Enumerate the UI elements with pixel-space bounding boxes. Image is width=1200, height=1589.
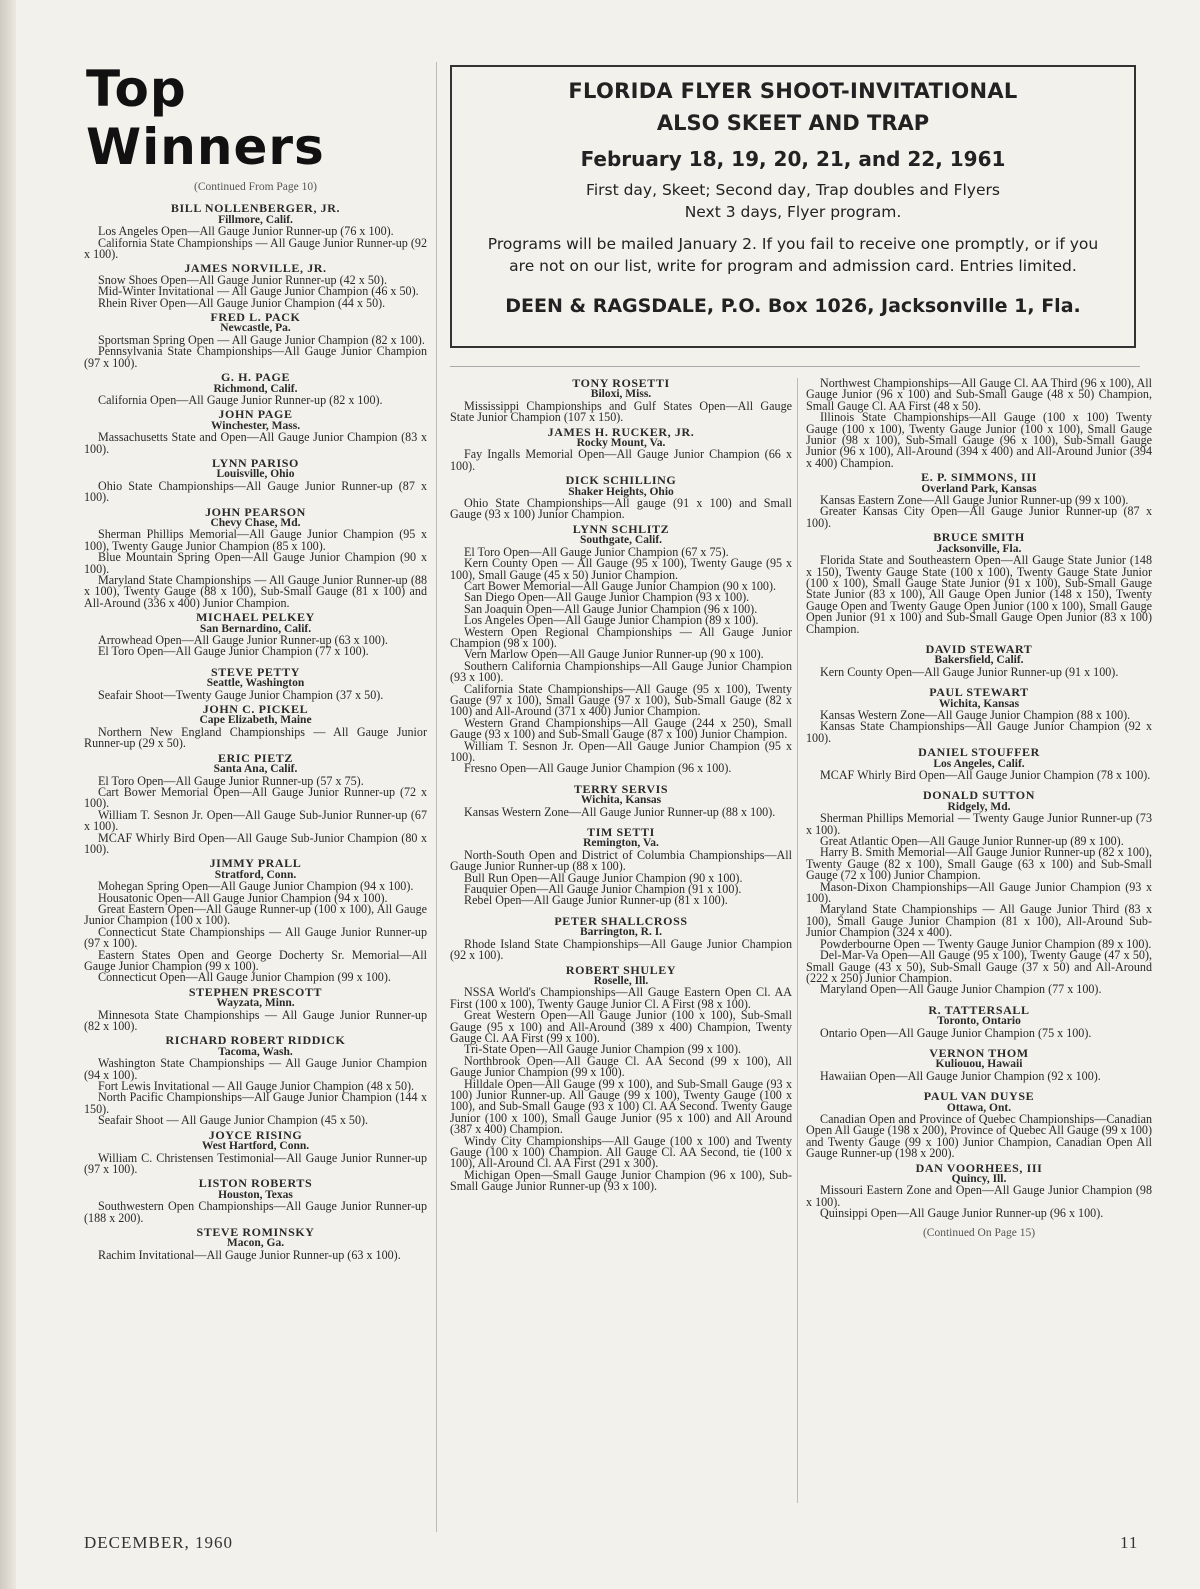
winner-entry xyxy=(450,378,792,424)
winner-name: STEVE PETTY xyxy=(211,664,300,679)
winner-name: PAUL STEWART xyxy=(929,685,1029,700)
winner-location: Winchester, Mass. xyxy=(210,419,301,432)
winner-result: Great Eastern Open—All Gauge Runner-up (100 x 100), All Gauge Junior Champion (100 x 100). xyxy=(84,901,427,928)
winner-entry xyxy=(806,747,1152,781)
winner-location: West Hartford, Conn. xyxy=(201,1140,310,1153)
winner-location: Tacoma, Wash. xyxy=(218,1045,293,1058)
winner-result: California Open—All Gauge Junior Runner-up (82 x 100). xyxy=(98,392,383,407)
winner-result: Hawaiian Open—All Gauge Junior Champion (92 x 100). xyxy=(820,1068,1101,1083)
continued-on-note: (Continued On Page 15) xyxy=(922,1226,1036,1239)
winner-result: Northern New England Championships — All Gauge Junior Runner-up (29 x 50). xyxy=(84,724,427,751)
winner-result: El Toro Open—All Gauge Junior Champion (77 x 100). xyxy=(98,644,369,659)
winner-location: Los Angeles, Calif. xyxy=(933,757,1025,770)
column-right xyxy=(806,378,1152,1249)
winner-location: Roselle, Ill. xyxy=(593,974,649,987)
winner-entry xyxy=(84,1224,427,1262)
winner-result: Fresno Open—All Gauge Junior Champion (96 x 100). xyxy=(464,761,732,776)
winner-location: Ottawa, Ont. xyxy=(946,1101,1012,1114)
winner-entry xyxy=(84,1127,427,1176)
winner-location: Wichita, Kansas xyxy=(580,794,662,807)
winner-name: VERNON THOM xyxy=(929,1045,1029,1060)
winner-location: Biloxi, Miss. xyxy=(590,388,652,401)
winner-name: PAUL VAN DUYSE xyxy=(923,1089,1035,1104)
winner-result: Windy City Championships—All Gauge (100 x 100) and Twenty Gauge (100 x 100) Champion. All Gauge Cl. AA Second, tie (100 x 100), All-Around Cl. AA First (291 x 300). xyxy=(450,1133,792,1171)
winner-result: Kern County Open—All Gauge Junior Runner-up (91 x 100). xyxy=(820,664,1119,679)
continued-from-note: (Continued From Page 10) xyxy=(194,181,317,193)
page-binding-edge xyxy=(0,0,16,1589)
winner-result: Washington State Championships — All Gauge Junior Champion (94 x 100). xyxy=(84,1056,427,1082)
section-divider xyxy=(450,366,1140,367)
winner-name: JIMMY PRALL xyxy=(209,856,302,871)
winner-result: Housatonic Open—All Gauge Junior Champion (94 x 100). xyxy=(98,890,388,905)
winner-location: Wichita, Kansas xyxy=(938,697,1020,710)
winner-entry xyxy=(84,455,427,505)
winner-entry xyxy=(84,409,427,455)
winner-result: William T. Sesnon Jr. Open—All Gauge Sub-Junior Runner-up (67 x 100). xyxy=(84,807,427,834)
winner-name: DAVID STEWART xyxy=(925,641,1033,656)
winner-result: Ohio State Championships—All gauge (91 x 100) and Small Gauge (93 x 100) Junior Champion. xyxy=(450,496,792,522)
winner-entry xyxy=(450,424,792,473)
winner-result: Powderbourne Open — Twenty Gauge Junior Champion (89 x 100). xyxy=(820,936,1152,951)
winner-entry xyxy=(450,781,792,819)
winner-entry xyxy=(84,1035,427,1126)
winner-name: MICHAEL PELKEY xyxy=(196,610,315,625)
winner-result: Los Angeles Open—All Gauge Junior Runner-up (76 x 100). xyxy=(98,224,394,239)
winner-name: BRUCE SMITH xyxy=(933,530,1025,545)
winner-location: Jacksonville, Fla. xyxy=(936,542,1022,555)
winner-location: Houston, Texas xyxy=(218,1188,293,1201)
ad-headline: FLORIDA FLYER SHOOT-INVITATIONAL xyxy=(568,79,1018,103)
ad-schedule xyxy=(452,179,1134,223)
winner-result: Canadian Open and Province of Quebec Championships—Canadian Open All Gauge (198 x 200), Province of Quebec All Gauge (99 x 100) and Twenty Gauge (99 x 100) Junior Champion, Canadian Open All Gauge Runner-up (198 x 200). xyxy=(806,1111,1152,1161)
winner-entry xyxy=(450,521,792,776)
winner-result: Cart Bower Memorial—All Gauge Junior Champion (90 x 100). xyxy=(464,578,777,593)
winner-entry xyxy=(84,750,427,856)
winner-result: Fay Ingalls Memorial Open—All Gauge Junior Champion (66 x 100). xyxy=(450,447,792,473)
winner-result: Sportsman Spring Open — All Gauge Junior Champion (82 x 100). xyxy=(98,332,425,347)
winner-result: Mohegan Spring Open—All Gauge Junior Champion (94 x 100). xyxy=(98,879,414,894)
winner-result: Northbrook Open—All Gauge Cl. AA Second (99 x 100), All Gauge Junior Champion (99 x 100). xyxy=(450,1053,792,1080)
ad-note: Programs will be mailed January 2. If you fail to receive one promptly, or if you are not on our list, write for program and admission card. Entries limited. xyxy=(487,235,1099,275)
winner-result: Mid-Winter Invitational — All Gauge Junior Champion (46 x 50). xyxy=(98,284,419,299)
winner-result: William T. Sesnon Jr. Open—All Gauge Junior Champion (95 x 100). xyxy=(450,738,792,764)
winner-name: DANIEL STOUFFER xyxy=(918,745,1040,760)
winner-location: Toronto, Ontario xyxy=(937,1015,1021,1028)
winner-result: Great Atlantic Open—All Gauge Junior Runner-up (89 x 100). xyxy=(820,834,1124,849)
winner-name: R. TATTERSALL xyxy=(928,1002,1030,1017)
winner-entry xyxy=(84,858,427,983)
winner-entry xyxy=(806,641,1152,679)
winner-name: FRED L. PACK xyxy=(210,310,301,325)
winner-result: Massachusetts State and Open—All Gauge Junior Champion (83 x 100). xyxy=(84,430,427,456)
winner-location: Newcastle, Pa. xyxy=(220,322,291,335)
winner-entry xyxy=(84,203,427,260)
winner-result: Quinsippi Open—All Gauge Junior Runner-up (96 x 100). xyxy=(820,1206,1104,1221)
winner-result: North Pacific Championships—All Gauge Junior Champion (144 x 150). xyxy=(84,1090,427,1116)
winner-entry xyxy=(450,913,792,963)
winner-location: Kuliouou, Hawaii xyxy=(935,1058,1023,1071)
winner-location: Macon, Ga. xyxy=(226,1237,285,1250)
winners-list-right xyxy=(806,378,1152,1220)
ad-subheadline: ALSO SKEET AND TRAP xyxy=(656,111,930,135)
winner-location: Louisville, Ohio xyxy=(216,468,295,481)
winner-entry xyxy=(806,378,1152,469)
winner-location: Barrington, R. I. xyxy=(579,926,663,939)
winner-result: Connecticut State Championships — All Gauge Junior Runner-up (97 x 100). xyxy=(84,924,427,951)
winner-result: Eastern States Open and George Docherty Sr. Memorial—All Gauge Junior Champion (99 x 100). xyxy=(84,947,427,973)
winner-result: Blue Mountain Spring Open—All Gauge Junior Champion (90 x 100). xyxy=(84,550,427,576)
column-middle xyxy=(450,378,792,1196)
winner-location: Chevy Chase, Md. xyxy=(210,516,301,529)
winner-location: Bakersfield, Calif. xyxy=(934,654,1024,667)
winner-name: TONY ROSETTI xyxy=(572,376,670,390)
winner-result: Maryland State Championships — All Gauge Junior Runner-up (88 x 100), Twenty Gauge (88 x 100), Sub-Small Gauge (81 x 100) and All-Around (336 x 400) Junior Champion. xyxy=(84,573,427,610)
winner-location: Fillmore, Calif. xyxy=(218,213,293,226)
winner-result: Rhein River Open—All Gauge Junior Champion (44 x 50). xyxy=(98,295,386,310)
winner-result: Sherman Phillips Memorial—All Gauge Junior Champion (95 x 100), Twenty Gauge Junior Champion (85 x 100). xyxy=(84,527,427,553)
winner-location: Shaker Heights, Ohio xyxy=(568,485,674,498)
page-title: Top Winners xyxy=(86,60,325,176)
winner-name: LYNN SCHLITZ xyxy=(572,521,670,536)
winner-name: JAMES NORVILLE, JR. xyxy=(184,261,327,276)
winner-result: Kern County Open — All Gauge (95 x 100), Twenty Gauge (95 x 100), Small Gauge (45 x 50) Junior Champion. xyxy=(450,556,792,582)
winner-result: California State Championships—All Gauge (95 x 100), Twenty Gauge (97 x 100), Small Gauge (97 x 100), Sub-Small Gauge (82 x 100) and All-Around (371 x 400) Junior Champion. xyxy=(450,681,792,719)
winner-name: TIM SETTI xyxy=(587,825,655,840)
winner-location: Santa Ana, Calif. xyxy=(213,763,298,776)
winner-entry xyxy=(84,664,427,702)
winner-result: Western Open Regional Championships — All Gauge Junior Champion (98 x 100). xyxy=(450,624,792,650)
winner-result: Hilldale Open—All Gauge (99 x 100), and Sub-Small Gauge (93 x 100) Junior Runner-up. All Gauge (99 x 100), Twenty Gauge (100 x 100), and Sub-Small Gauge (93 x 100) Cl. AA Second. Twenty Gauge Junior (100 x 100), Small Gauge Junior (95 x 100) and All Around (387 x 400) Champion. xyxy=(450,1076,792,1137)
column-divider-right xyxy=(797,378,798,1503)
winner-name: LISTON ROBERTS xyxy=(198,1176,313,1191)
winner-name: JAMES H. RUCKER, JR. xyxy=(547,424,695,439)
winner-result: Kansas Eastern Zone—All Gauge Junior Runner-up (99 x 100). xyxy=(820,493,1129,508)
winner-entry xyxy=(806,532,1152,635)
winner-result: Kansas Western Zone—All Gauge Junior Champion (88 x 100). xyxy=(820,707,1131,722)
winner-location: Seattle, Washington xyxy=(206,677,305,690)
column-divider xyxy=(436,62,437,1532)
winner-result: Rachim Invitational—All Gauge Junior Runner-up (63 x 100). xyxy=(98,1247,401,1262)
winner-result: El Toro Open—All Gauge Junior Champion (67 x 75). xyxy=(464,544,729,559)
winner-result: San Joaquin Open—All Gauge Junior Champion (96 x 100). xyxy=(464,601,758,616)
winner-name: E. P. SIMMONS, III xyxy=(921,470,1037,485)
winner-result: Arrowhead Open—All Gauge Junior Runner-up (63 x 100). xyxy=(98,633,388,648)
winner-result: Missouri Eastern Zone and Open—All Gauge Junior Champion (98 x 100). xyxy=(806,1183,1152,1209)
winner-result: Fauquier Open—All Gauge Junior Champion (91 x 100). xyxy=(464,882,742,897)
winner-name: ROBERT SHULEY xyxy=(565,962,677,977)
winner-name: JOHN PEARSON xyxy=(205,504,306,519)
winner-entry xyxy=(806,687,1152,744)
winner-result: Bull Run Open—All Gauge Junior Champion (90 x 100). xyxy=(464,870,743,885)
winner-name: DONALD SUTTON xyxy=(923,788,1035,803)
winner-name: BILL NOLLENBERGER, JR. xyxy=(170,201,341,216)
winner-name: RICHARD ROBERT RIDDICK xyxy=(165,1033,346,1048)
winner-result: Greater Kansas City Open—All Gauge Junior Runner-up (87 x 100). xyxy=(806,504,1152,530)
winner-entry xyxy=(806,1045,1152,1083)
winner-location: Quincy, Ill. xyxy=(951,1173,1007,1185)
winner-result: Seafair Shoot—Twenty Gauge Junior Champion (37 x 50). xyxy=(98,687,384,702)
winner-result: Northwest Championships—All Gauge Cl. AA Third (96 x 100), All Gauge Junior (96 x 100) and Sub-Small Gauge (48 x 50) Champion, Small Gauge Cl. AA First (48 x 50). xyxy=(806,376,1152,413)
winner-location: Cape Elizabeth, Maine xyxy=(199,714,312,727)
issue-date: DECEMBER, 1960 xyxy=(84,1533,234,1552)
winner-result: Rebel Open—All Gauge Junior Runner-up (81 x 100). xyxy=(464,893,728,908)
winner-result: Great Western Open—All Gauge Junior (100 x 100), Sub-Small Gauge (95 x 100) and All-Around (389 x 400) Champion, Twenty Gauge Cl. AA First (99 x 100). xyxy=(450,1008,792,1045)
winner-result: North-South Open and District of Columbia Championships—All Gauge Junior Runner-up (88 x 100). xyxy=(450,847,792,874)
winner-location: Ridgely, Md. xyxy=(947,800,1011,813)
winner-result: Ohio State Championships—All Gauge Junior Runner-up (87 x 100). xyxy=(84,478,427,505)
winner-entry xyxy=(806,472,1152,529)
winner-entry xyxy=(806,790,1152,995)
winner-name: JOHN PAGE xyxy=(218,407,293,422)
winner-result: Southern California Championships—All Gauge Junior Champion (93 x 100). xyxy=(450,658,792,685)
winner-name: G. H. PAGE xyxy=(220,370,291,385)
winner-result: El Toro Open—All Gauge Junior Runner-up (57 x 75). xyxy=(98,773,364,788)
winner-result: Del-Mar-Va Open—All Gauge (95 x 100), Twenty Gauge (47 x 50), Small Gauge (43 x 50), Sub-Small Gauge (37 x 50) and All-Around (222 x 250) Junior Champion. xyxy=(806,948,1152,985)
winner-result: Rhode Island State Championships—All Gauge Junior Champion (92 x 100). xyxy=(450,936,792,963)
winner-result: NSSA World's Championships—All Gauge Eastern Open Cl. AA First (100 x 100), Twenty Gauge Junior Cl. A First (98 x 100). xyxy=(450,985,792,1011)
winner-entry xyxy=(84,263,427,309)
winner-result: MCAF Whirly Bird Open—All Gauge Sub-Junior Champion (80 x 100). xyxy=(84,830,427,856)
winner-result: Tri-State Open—All Gauge Junior Champion (99 x 100). xyxy=(464,1042,742,1057)
winner-result: California State Championships — All Gauge Junior Runner-up (92 x 100). xyxy=(84,235,427,262)
winner-entry xyxy=(84,984,427,1034)
winner-result: Illinois State Championships—All Gauge (100 x 100) Twenty Gauge (100 x 100), Twenty Gauge Junior (100 x 100), Small Gauge Junior (98 x 100), Sub-Small Gauge (96 x 100), Sub-Small Gauge Junior (96 x 100), All-Around (394 x 400) and All-Around Junior (394 x 400) Champion. xyxy=(806,410,1152,470)
winner-result: Western Grand Championships—All Gauge (244 x 250), Small Gauge (93 x 100) and Sub-Small Gauge (87 x 100) Junior Champion. xyxy=(450,715,792,742)
winner-name: STEVE ROMINSKY xyxy=(196,1224,315,1239)
winner-result: Mason-Dixon Championships—All Gauge Junior Champion (93 x 100). xyxy=(806,879,1152,906)
winner-result: William C. Christensen Testimonial—All Gauge Junior Runner-up (97 x 100). xyxy=(84,1150,427,1176)
winner-result: Maryland State Championships — All Gauge Junior Third (83 x 100), Small Gauge Junior Champion (81 x 100), All-Around Sub-Junior Champion (324 x 400). xyxy=(806,902,1152,940)
winner-result: San Diego Open—All Gauge Junior Champion (93 x 100). xyxy=(464,590,750,605)
winner-name: JOYCE RISING xyxy=(208,1127,303,1142)
winner-entry xyxy=(84,612,427,658)
winner-result: Pennsylvania State Championships—All Gauge Junior Champion (97 x 100). xyxy=(84,344,427,370)
winners-list-middle xyxy=(450,378,792,1193)
winner-name: TERRY SERVIS xyxy=(573,781,669,796)
winner-result: Fort Lewis Invitational — All Gauge Junior Champion (48 x 50). xyxy=(98,1079,415,1094)
winner-result: Kansas Western Zone—All Gauge Junior Runner-up (88 x 100). xyxy=(464,804,776,819)
winner-result: MCAF Whirly Bird Open—All Gauge Junior Champion (78 x 100). xyxy=(820,768,1151,782)
winner-entry xyxy=(450,827,792,907)
winner-entry xyxy=(806,1002,1152,1040)
winner-location: Remington, Va. xyxy=(583,837,659,850)
winner-entry xyxy=(84,312,427,369)
winner-name: STEPHEN PRESCOTT xyxy=(188,984,323,999)
winners-list-left xyxy=(84,203,427,1261)
winner-result: Ontario Open—All Gauge Junior Champion (75 x 100). xyxy=(820,1025,1092,1040)
winner-result: Minnesota State Championships — All Gauge Junior Runner-up (82 x 100). xyxy=(84,1007,427,1034)
winner-entry xyxy=(84,504,427,610)
winner-name: DICK SCHILLING xyxy=(565,473,677,488)
winner-result: Maryland Open—All Gauge Junior Champion (77 x 100). xyxy=(820,982,1102,997)
winner-result: Cart Bower Memorial Open—All Gauge Junior Runner-up (72 x 100). xyxy=(84,784,427,811)
winner-result: Snow Shoes Open—All Gauge Junior Runner-up (42 x 50). xyxy=(98,272,387,287)
winner-name: DAN VOORHEES, III xyxy=(915,1160,1043,1175)
winner-name: ERIC PIETZ xyxy=(217,750,294,765)
winner-entry xyxy=(84,1178,427,1224)
winner-result: Sherman Phillips Memorial — Twenty Gauge Junior Runner-up (73 x 100). xyxy=(806,811,1152,837)
ad-address: DEEN & RAGSDALE, P.O. Box 1026, Jacksonville 1, Fla. xyxy=(505,295,1081,317)
winner-location: Wayzata, Minn. xyxy=(216,997,295,1010)
winner-result: Mississippi Championships and Gulf States Open—All Gauge State Junior Champion (107 x 150). xyxy=(450,398,792,425)
winner-result: Florida State and Southeastern Open—All Gauge State Junior (148 x 150), Twenty Gauge State (100 x 100), Twenty Gauge State Junior (100 x 100), Small Gauge State Junior (91 x 100), Sub-Small Gauge State Junior (83 x 100), All Gauge Open Junior (148 x 150), Twenty Gauge Open and Twenty Gauge Open Junior (100 x 100), Small Gauge Open Junior (91 x 100) and Sub-Small Gauge Open Junior (83 x 100) Champion. xyxy=(806,553,1152,636)
winner-entry xyxy=(84,372,427,406)
winner-result: Los Angeles Open—All Gauge Junior Champion (89 x 100). xyxy=(464,613,759,628)
winner-location: Rocky Mount, Va. xyxy=(576,437,666,450)
winner-entry xyxy=(450,962,792,1194)
winner-entry xyxy=(450,475,792,521)
winner-result: Vern Marlow Open—All Gauge Junior Runner-up (90 x 100). xyxy=(464,647,764,662)
winner-location: Southgate, Calif. xyxy=(579,534,663,547)
florida-flyer-advertisement xyxy=(450,65,1136,348)
winner-result: Michigan Open—Small Gauge Junior Champion (96 x 100), Sub-Small Gauge Junior Runner-up (93 x 100). xyxy=(450,1167,792,1194)
column-left xyxy=(84,60,427,1264)
winner-result: Connecticut Open—All Gauge Junior Champion (99 x 100). xyxy=(98,970,391,985)
winner-result: Kansas State Championships—All Gauge Junior Champion (92 x 100). xyxy=(806,719,1152,745)
winner-location: San Bernardino, Calif. xyxy=(199,622,312,635)
winner-result: Southwestern Open Championships—All Gauge Junior Runner-up (188 x 200). xyxy=(84,1199,427,1225)
winner-result: Seafair Shoot — All Gauge Junior Champion (45 x 50). xyxy=(98,1113,369,1128)
ad-dates: February 18, 19, 20, 21, and 22, 1961 xyxy=(580,147,1006,171)
winner-entry xyxy=(84,704,427,750)
winner-entry xyxy=(806,1160,1152,1221)
winner-location: Richmond, Calif. xyxy=(213,382,298,395)
winner-name: PETER SHALLCROSS xyxy=(554,913,688,928)
ad-schedule-line-1: First day, Skeet; Second day, Trap doubles and Flyers xyxy=(586,181,1000,199)
winner-location: Overland Park, Kansas xyxy=(921,482,1037,495)
winner-name: JOHN C. PICKEL xyxy=(202,702,309,717)
ad-schedule-line-2: Next 3 days, Flyer program. xyxy=(684,203,902,221)
winner-result: Harry B. Smith Memorial—All Gauge Junior Runner-up (82 x 100), Twenty Gauge (82 x 100), Small Gauge (63 x 100) and Sub-Small Gauge (72 x 100) Junior Champion. xyxy=(806,845,1152,883)
winner-name: LYNN PARISO xyxy=(212,455,299,470)
winner-location: Stratford, Conn. xyxy=(214,868,297,881)
winner-entry xyxy=(806,1091,1152,1159)
page-number: 11 xyxy=(1120,1533,1139,1552)
